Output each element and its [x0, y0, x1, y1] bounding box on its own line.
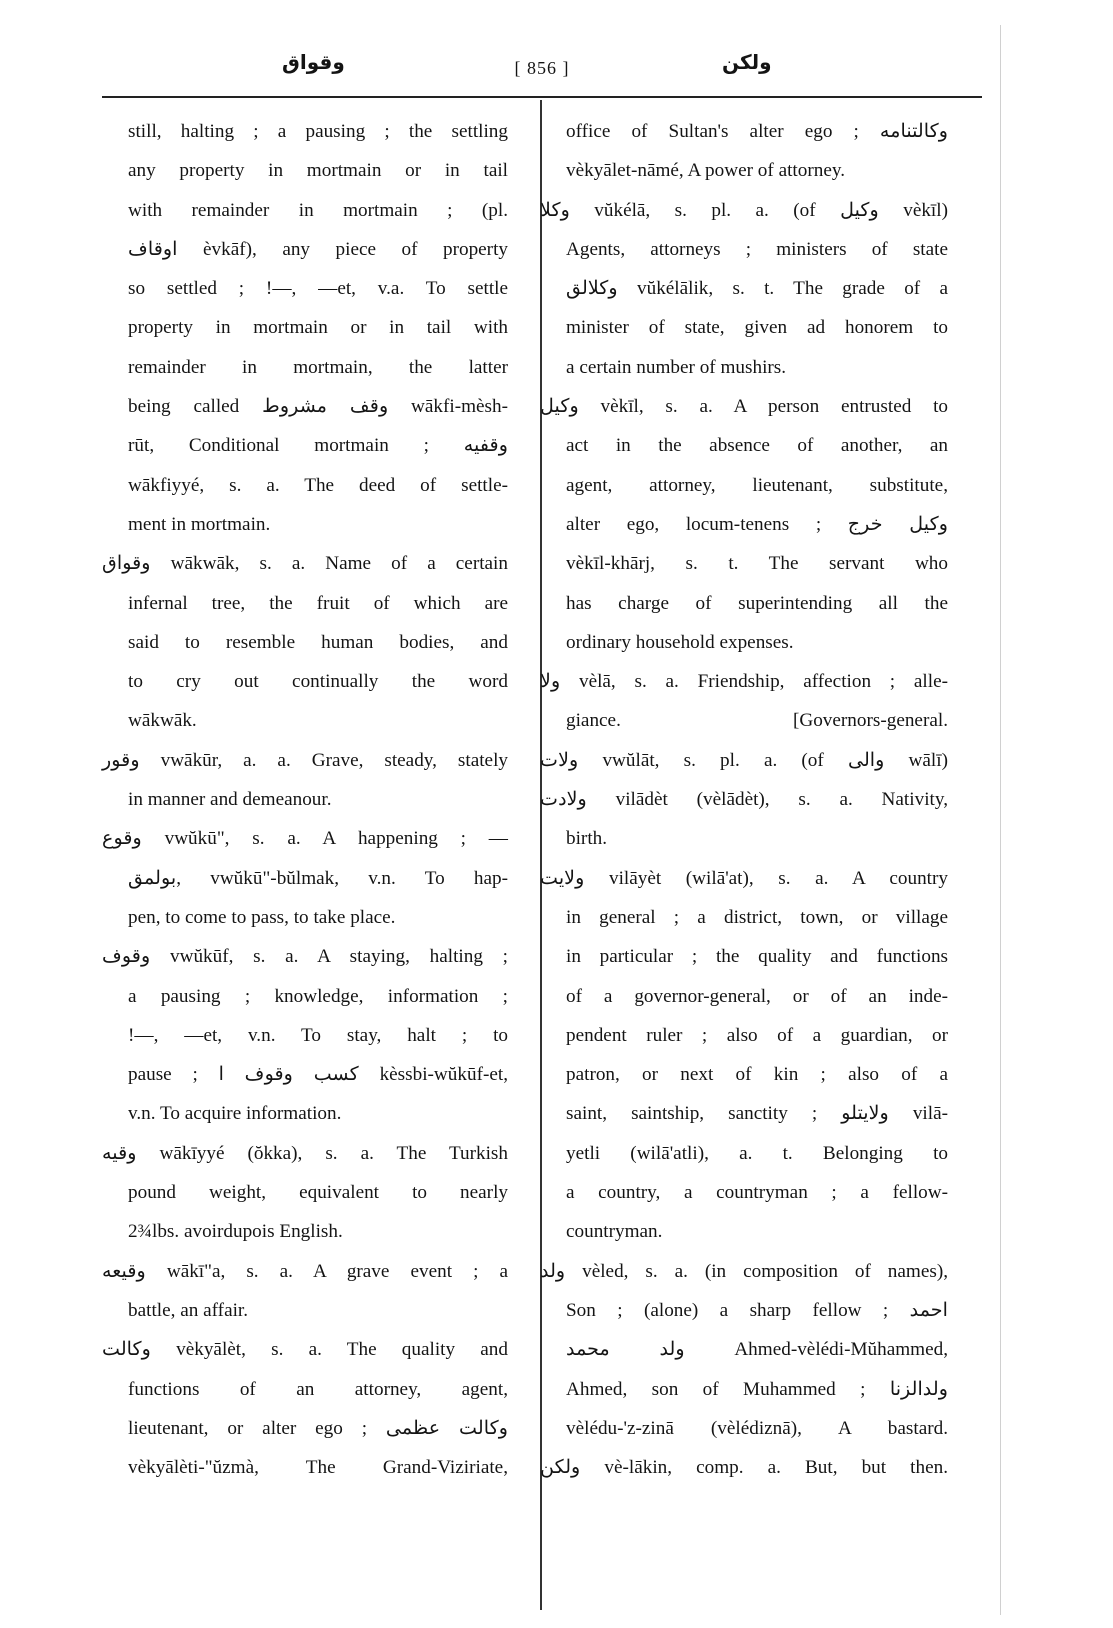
- entry-line: ment in mortmain.: [128, 513, 271, 535]
- entry-line: Ahmed, son of Muhammed ; ولدالزنا: [566, 1378, 948, 1400]
- entry-line: in particular ; the quality and functions: [566, 946, 948, 968]
- entry-line: to cry out continually the word: [128, 671, 508, 693]
- entry-line: بولمق, vwŭkū"-bŭlmak, v.n. To hap-: [128, 867, 508, 889]
- entry-line: agent, attorney, lieutenant, substitute,: [566, 474, 948, 496]
- entry-line: patron, or next of kin ; also of a: [566, 1064, 948, 1086]
- entry-line: وقوف vwŭkūf, s. a. A staying, halting ;: [102, 946, 508, 968]
- entry-line: said to resemble human bodies, and: [128, 631, 508, 653]
- entry-line: !—, —et, v.n. To stay, halt ; to: [128, 1024, 508, 1046]
- entry-line: being called وقف مشروط wākfi-mèsh-: [128, 396, 509, 418]
- entry-line: of a governor-general, or of an inde-: [566, 985, 948, 1007]
- entry-line: وقيعه wākī"a, s. a. A grave event ; a: [102, 1260, 508, 1282]
- entry-line: saint, saintship, sanctity ; ولايتلو vilā-: [566, 1103, 948, 1125]
- entry-line: vèlédu-'z-zinā (vèlédiznā), A bastard.: [566, 1417, 948, 1439]
- entry-line: countryman.: [566, 1221, 663, 1243]
- entry-line: giance. [Governors-general.: [566, 710, 948, 732]
- entry-line: ولا vèlā, s. a. Friendship, affection ; alle-: [540, 671, 948, 693]
- entry-line: vèkīl-khārj, s. t. The servant who: [566, 553, 948, 575]
- entry-line: remainder in mortmain, the latter: [128, 356, 508, 378]
- entry-line: infernal tree, the fruit of which are: [128, 592, 508, 614]
- entry-line: so settled ; !—, —et, v.a. To settle: [128, 278, 508, 300]
- entry-line: وقوع vwŭkū", s. a. A happening ; —: [102, 828, 508, 850]
- entry-line: ولات vwŭlāt, s. pl. a. (of والى wālī): [540, 749, 948, 771]
- header-right-word: ولكن: [722, 50, 772, 74]
- entry-line: a country, a countryman ; a fellow-: [566, 1182, 948, 1204]
- entry-line: وقيه wākīyyé (ŏkka), s. a. The Turkish: [102, 1142, 508, 1164]
- entry-line: has charge of superintending all the: [566, 592, 948, 614]
- page-edge: [1000, 25, 1001, 1615]
- entry-line: wākwāk.: [128, 710, 197, 732]
- entry-line: birth.: [566, 828, 608, 850]
- entry-line: ولد vèled, s. a. (in composition of names),: [540, 1260, 948, 1282]
- entry-line: ولايت vilāyèt (wilā'at), s. a. A country: [540, 867, 948, 889]
- left-column: [102, 112, 509, 1487]
- header-rule: [102, 96, 982, 98]
- entry-line: ولادت vilādèt (vèlādèt), s. a. Nativity,: [540, 789, 948, 811]
- entry-line: pendent ruler ; also of a guardian, or: [566, 1024, 948, 1046]
- entry-line: وقور vwākūr, a. a. Grave, steady, stately: [102, 749, 508, 771]
- entry-line: vèkyālèti-"ŭzmà, The Grand-Viziriate,: [128, 1457, 508, 1479]
- entry-line: act in the absence of another, an: [566, 435, 948, 457]
- entry-line: ولكن vè-lākin, comp. a. But, but then.: [540, 1457, 948, 1479]
- entry-line: any property in mortmain or in tail: [128, 160, 508, 182]
- entry-line: Son ; (alone) a sharp fellow ; احمد: [566, 1299, 948, 1321]
- entry-line: functions of an attorney, agent,: [128, 1378, 508, 1400]
- page-number: [ 856 ]: [514, 58, 570, 78]
- entry-line: office of Sultan's alter ego ; وكالتنامه: [566, 121, 948, 142]
- entry-line: a certain number of mushirs.: [566, 356, 787, 378]
- entry-line: yetli (wilā'atli), a. t. Belonging to: [566, 1142, 948, 1164]
- entry-line: a pausing ; knowledge, information ;: [128, 985, 508, 1007]
- entry-line: vèkyālet-nāmé, A power of attorney.: [566, 160, 846, 182]
- entry-line: alter ego, locum-tenens ; وكيل خرج: [566, 513, 948, 535]
- header-left-word: وقواق: [282, 50, 345, 74]
- entry-line: ordinary household expenses.: [566, 631, 794, 653]
- column-divider: [540, 100, 542, 1610]
- entry-line: rūt, Conditional mortmain ; وقفيه: [128, 435, 508, 457]
- entry-line: lieutenant, or alter ego ; وكالت عظمى: [128, 1417, 508, 1439]
- entry-line: battle, an affair.: [128, 1299, 249, 1321]
- entry-line: in general ; a district, town, or village: [566, 906, 948, 928]
- entry-line: pound weight, equivalent to nearly: [128, 1182, 508, 1204]
- entry-line: وكلا vŭkélā, s. pl. a. (of وكيل vèkīl): [540, 199, 948, 221]
- entry-line: v.n. To acquire information.: [128, 1103, 342, 1125]
- entry-line: وكلالق vŭkélālik, s. t. The grade of a: [566, 278, 948, 300]
- entry-line: وكيل vèkīl, s. a. A person entrusted to: [540, 396, 948, 418]
- entry-line: still, halting ; a pausing ; the settling: [128, 121, 508, 142]
- entry-line: pen, to come to pass, to take place.: [128, 906, 396, 928]
- entry-line: اوقاف èvkāf), any piece of property: [128, 238, 508, 260]
- entry-line: Agents, attorneys ; ministers of state: [566, 238, 948, 260]
- entry-line: pause ; كسب وقوف ا kèssbi-wŭkūf-et,: [128, 1064, 508, 1086]
- entry-line: property in mortmain or in tail with: [128, 317, 508, 339]
- right-column: [540, 112, 948, 1487]
- entry-line: minister of state, given ad honorem to: [566, 317, 948, 339]
- entry-line: وقواق wākwāk, s. a. Name of a certain: [102, 553, 508, 575]
- entry-line: 2¾lbs. avoirdupois English.: [128, 1221, 343, 1243]
- entry-line: ولد محمد Ahmed-vèlédi-Mŭhammed,: [566, 1339, 948, 1361]
- entry-line: وكالت vèkyālèt, s. a. The quality and: [102, 1339, 508, 1361]
- entry-line: in manner and demeanour.: [128, 789, 332, 811]
- page-header: [102, 50, 982, 96]
- entry-line: wākfiyyé, s. a. The deed of settle-: [128, 474, 508, 496]
- entry-line: with remainder in mortmain ; (pl.: [128, 199, 508, 221]
